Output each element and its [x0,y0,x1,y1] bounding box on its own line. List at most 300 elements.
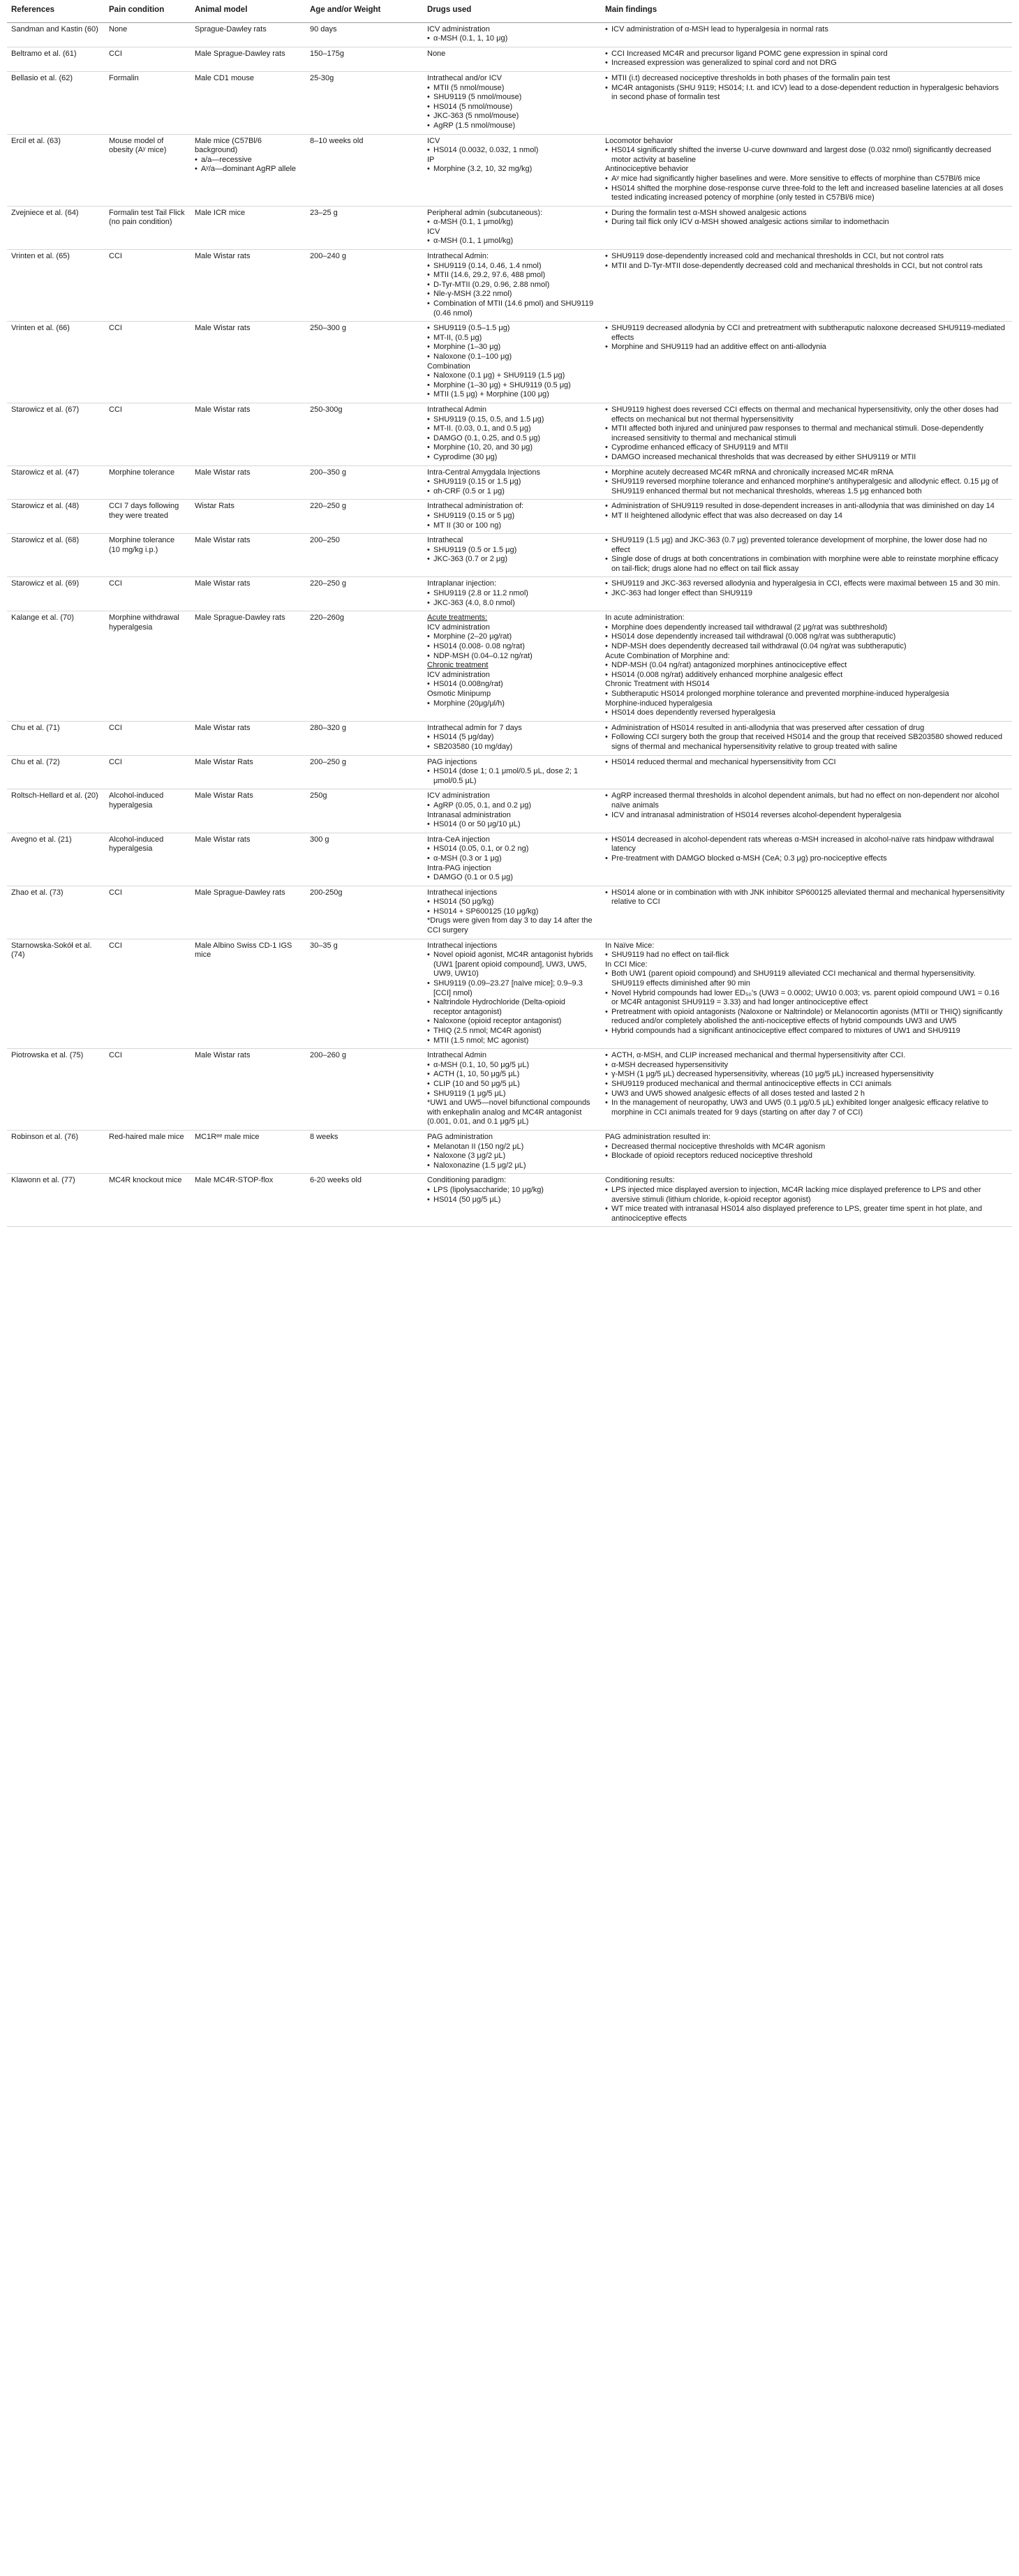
bullet-item: • γ-MSH (1 μg/5 μL) decreased hypersensitivity, whereas (10 μg/5 μL) increased hypersensitivity [605,1070,1006,1080]
reference-text: Sandman and Kastin (60) [11,24,98,33]
cell-pain-condition [105,1049,191,1131]
animal-model-text: Male Sprague-Dawley rats [195,49,285,58]
reference-text: Bellasio et al. (62) [11,73,73,82]
cell-line: Intranasal administration [427,810,511,819]
bullet-item: • Novel Hybrid compounds had lower ED₅₀'s (UW3 = 0.0002; UW10 0.003; vs. parent opioid compound UW1 = 0.16 or MC4R antagonist SHU9119 = 3.33) and had longer antinociceptive effect [605,989,1006,1008]
animal-model-text: Male CD1 mouse [195,73,254,82]
cell-line: Intrathecal Admin [427,405,486,414]
cell-line: IP [427,155,435,164]
cell-main-findings [601,833,1012,886]
age-weight-text: 200–250 g [310,757,346,766]
bullet-list [605,835,1006,864]
age-weight-text: 30–35 g [310,941,338,950]
bullet-item: • LPS (lipolysaccharide; 10 μg/kg) [427,1186,595,1196]
cell-drugs-used [423,250,601,322]
bullet-list [605,174,1006,203]
cell-reference [7,789,105,833]
bullet-item: • JKC-363 (5 nmol/mouse) [427,112,595,121]
bullet-list [605,536,1006,574]
bullet-item: • THIQ (2.5 nmol; MC4R agonist) [427,1027,595,1036]
cell-main-findings [601,466,1012,500]
bullet-list [427,820,595,830]
cell-line: ICV [427,227,440,236]
bullet-list [605,502,1006,521]
age-weight-text: 200–240 g [310,252,346,261]
bullet-item: • MT-II, (0.5 μg) [427,334,595,343]
bullet-item: • HS014 does dependently reversed hyperalgesia [605,708,1006,718]
cell-animal-model [191,1174,306,1227]
cell-line: Intrathecal injections [427,941,498,950]
animal-model-text: Male Wistar rats [195,536,251,545]
cell-line: Intrathecal administration of: [427,502,524,511]
pain-condition-text: CCI 7 days following they were treated [109,502,179,520]
cell-age-weight [306,22,423,47]
table-row [7,403,1012,466]
table-row [7,611,1012,722]
age-weight-text: 150–175g [310,49,344,58]
cell-animal-model [191,1049,306,1131]
cell-main-findings [601,721,1012,755]
cell-pain-condition [105,466,191,500]
bullet-item: • SHU9119 (5 nmol/mouse) [427,93,595,103]
cell-age-weight [306,403,423,466]
pain-condition-text: CCI [109,49,122,58]
bullet-list [605,324,1006,352]
header-main-findings: Main findings [601,0,1012,22]
cell-animal-model [191,789,306,833]
bullet-item: • HS014 (50 μg/5 μL) [427,1196,595,1205]
table-row [7,71,1012,134]
age-weight-text: 200–250 [310,536,340,545]
bullet-list [605,468,1006,497]
cell-age-weight [306,1130,423,1173]
bullet-item: • Novel opioid agonist, MC4R antagonist hybrids (UW1 [parent opioid compound], UW3, UW5, UW9, UW10) [427,951,595,979]
bullet-item: • Cyprodime (30 μg) [427,453,595,463]
animal-model-text: Male Wistar rats [195,468,251,477]
pain-condition-text: Mouse model of obesity (Aʸ mice) [109,136,167,155]
bullet-item: • HS014 (50 μg/kg) [427,898,595,907]
animal-model-text: Male MC4R-STOP-flox [195,1176,274,1185]
bullet-item: • DAMGO increased mechanical thresholds that was decreased by either SHU9119 or MTII [605,453,1006,463]
age-weight-text: 8–10 weeks old [310,136,364,145]
bullet-item: • MTII (1.5 nmol; MC agonist) [427,1036,595,1046]
cell-line: In Naïve Mice: [605,941,655,950]
cell-age-weight [306,250,423,322]
bullet-list [427,324,595,362]
age-weight-text: 250g [310,791,327,801]
bullet-item: • Pretreatment with opioid antagonists (Naloxone or Naltrindole) or Melanocortin agonists (MTII or THIQ) significantly reduced and/or completely abolished the anti-nociceptive effects of hybrid compounds UW3 and UW5 [605,1008,1006,1027]
pain-condition-text: Morphine withdrawal hyperalgesia [109,613,179,632]
cell-reference [7,939,105,1049]
bullet-item: • SHU9119 decreased allodynia by CCI and pretreatment with subtheraputic naloxone decreased SHU9119-mediated effects [605,324,1006,343]
age-weight-text: 200-250g [310,888,343,897]
cell-main-findings [601,755,1012,789]
cell-reference [7,1130,105,1173]
bullet-item: • Naloxone (3 μg/2 μL) [427,1152,595,1161]
reference-text: Starowicz et al. (67) [11,405,80,414]
bullet-list [605,969,1006,1036]
bullet-item: • SHU9119 highest does reversed CCI effects on thermal and mechanical hypersensitivity, only the other doses had effects on mechanical but not thermal hypersensitivity [605,405,1006,424]
cell-reference [7,206,105,249]
cell-line: Intrathecal [427,536,463,545]
bullet-item: • Decreased thermal nociceptive thresholds with MC4R agonism [605,1142,1006,1152]
cell-animal-model [191,22,306,47]
bullet-item: • Morphine (3.2, 10, 32 mg/kg) [427,165,595,174]
animal-model-text: Male Wistar rats [195,1051,251,1060]
bullet-item: • Hybrid compounds had a significant antinociceptive effect compared to mixtures of UW1 and SHU9119 [605,1027,1006,1036]
cell-animal-model [191,886,306,939]
cell-animal-model [191,755,306,789]
bullet-list [605,252,1006,271]
reference-text: Roltsch-Hellard et al. (20) [11,791,98,801]
cell-drugs-used [423,833,601,886]
bullet-list [195,156,300,174]
bullet-item: • SHU9119 (1 μg/5 μL) [427,1089,595,1099]
bullet-item: • a/a—recessive [195,156,300,165]
cell-line: Osmotic Minipump [427,690,491,698]
cell-animal-model [191,134,306,206]
bullet-item: • HS014 shifted the morphine dose-response curve three-fold to the left and increased baseline latencies at all doses tested indicating increased potency of morphine (only tested in C57Bl/6 mice) [605,184,1006,203]
table-row [7,322,1012,403]
bullet-list [605,690,1006,699]
bullet-list [427,632,595,661]
cell-age-weight [306,534,423,577]
reference-text: Vrinten et al. (66) [11,324,70,333]
reference-text: Avegno et al. (21) [11,835,72,844]
cell-main-findings [601,611,1012,722]
bullet-item: • α-MSH (0.1, 10, 50 μg/5 μL) [427,1061,595,1071]
cell-line: Intrathecal admin for 7 days [427,723,522,732]
cell-line: Antinociceptive behavior [605,165,689,174]
bullet-list [605,1051,1006,1117]
cell-age-weight [306,833,423,886]
reference-text: Piotrowska et al. (75) [11,1051,84,1060]
bullet-list [605,1186,1006,1223]
bullet-item: • α-MSH (0.1, 1 μmol/kg) [427,218,595,228]
cell-pain-condition [105,789,191,833]
cell-pain-condition [105,22,191,47]
bullet-item: • HS014 + SP600125 (10 μg/kg) [427,907,595,917]
cell-drugs-used [423,577,601,611]
pain-condition-text: CCI [109,324,122,333]
cell-line: Morphine-induced hyperalgesia [605,699,713,708]
bullet-list [605,708,1006,718]
cell-main-findings [601,134,1012,206]
bullet-list [605,579,1006,598]
cell-main-findings [601,22,1012,47]
bullet-item: • α-MSH (0.1, 1 μmol/kg) [427,237,595,246]
animal-model-text: Male Wistar rats [195,405,251,414]
bullet-item: • Following CCI surgery both the group that received HS014 and the group that received SB203580 showed reduced signs of thermal and mechanical hypersensitivity relative to group treated with saline [605,733,1006,752]
animal-model-text: Male Sprague-Dawley rats [195,888,285,897]
cell-main-findings [601,1049,1012,1131]
cell-line: PAG injections [427,757,477,766]
bullet-list [427,1061,595,1099]
cell-reference [7,22,105,47]
header-pain-condition: Pain condition [105,0,191,22]
cell-age-weight [306,466,423,500]
bullet-list [427,1186,595,1205]
bullet-item: • HS014 (0.008 ng/rat) additively enhanced morphine analgesic effect [605,671,1006,680]
cell-animal-model [191,1130,306,1173]
bullet-item: • Aʸ mice had significantly higher baselines and were. More sensitive to effects of morphine than C57Bl/6 mice [605,174,1006,184]
bullet-item: • Blockade of opioid receptors reduced nociceptive threshold [605,1152,1006,1161]
cell-main-findings [601,206,1012,249]
cell-line: Conditioning results: [605,1176,675,1185]
bullet-item: • αh-CRF (0.5 or 1 μg) [427,487,595,497]
bullet-item: • MT II (30 or 100 ng) [427,521,595,531]
cell-line: Intra-PAG injection [427,863,491,872]
bullet-item: • Morphine acutely decreased MC4R mRNA and chronically increased MC4R mRNA [605,468,1006,478]
bullet-list [605,50,1006,68]
cell-age-weight [306,789,423,833]
reference-text: Beltramo et al. (61) [11,49,77,58]
pain-condition-text: Morphine tolerance (10 mg/kg i.p.) [109,536,175,554]
bullet-list [605,209,1006,228]
reference-text: Starowicz et al. (47) [11,468,80,477]
cell-drugs-used [423,611,601,722]
cell-line: Intrathecal injections [427,888,498,897]
cell-animal-model [191,939,306,1049]
bullet-item: • Subtheraputic HS014 prolonged morphine tolerance and prevented morphine-induced hyperalgesia [605,690,1006,699]
cell-reference [7,403,105,466]
bullet-item: • CCI Increased MC4R and precursor ligand POMC gene expression in spinal cord [605,50,1006,59]
bullet-item: • MTII (14.6, 29.2, 97.6, 488 pmol) [427,271,595,281]
cell-reference [7,466,105,500]
reference-text: Starowicz et al. (68) [11,536,80,545]
age-weight-text: 220–260g [310,613,344,623]
bullet-item: • ACTH (1, 10, 50 μg/5 μL) [427,1070,595,1080]
cell-reference [7,611,105,722]
table-row [7,721,1012,755]
age-weight-text: 8 weeks [310,1132,339,1141]
bullet-item: • JKC-363 (4.0, 8.0 nmol) [427,599,595,609]
header-age-weight: Age and/or Weight [306,0,423,22]
bullet-item: • SHU9119 reversed morphine tolerance and enhanced morphine's antihyperalgesic and allodynic effect. 0.15 μg of SHU9119 enhanced thermal but not mechanical thresholds, whereas 1.5 μg enhanced both [605,477,1006,496]
bullet-list [605,405,1006,463]
cell-animal-model [191,833,306,886]
reference-text: Starowicz et al. (69) [11,579,80,588]
bullet-item: • SHU9119 (0.5 or 1.5 μg) [427,546,595,556]
cell-animal-model [191,71,306,134]
pain-condition-text: CCI [109,941,122,950]
age-weight-text: 25-30g [310,73,334,82]
bullet-item: • MC4R antagonists (SHU 9119; HS014; I.t. and ICV) lead to a dose-dependent reduction in hyperalgesic behaviors in second phase of formalin test [605,84,1006,103]
cell-reference [7,71,105,134]
bullet-item: • HS014 (dose 1; 0.1 μmol/0.5 μL, dose 2; 1 μmol/0.5 μL) [427,767,595,786]
table-row [7,939,1012,1049]
bullet-item: • SHU9119 dose-dependently increased cold and mechanical thresholds in CCI, but not control rats [605,252,1006,262]
bullet-list [605,724,1006,752]
bullet-item: • HS014 (0 or 50 μg/10 μL) [427,820,595,830]
cell-age-weight [306,611,423,722]
age-weight-text: 220–250 g [310,579,346,588]
table-row [7,534,1012,577]
age-weight-text: 220–250 g [310,502,346,511]
pain-condition-text: Formalin [109,73,139,82]
cell-reference [7,1049,105,1131]
bullet-item: • α-MSH (0.3 or 1 μg) [427,854,595,864]
reference-text: Robinson et al. (76) [11,1132,78,1141]
pain-condition-text: CCI [109,757,122,766]
cell-pain-condition [105,71,191,134]
bullet-item: • MTII (1.5 μg) + Morphine (100 μg) [427,390,595,400]
cell-line: *Drugs were given from day 3 to day 14 after the CCI surgery [427,916,593,935]
pain-condition-text: Alcohol-induced hyperalgesia [109,791,164,810]
cell-reference [7,577,105,611]
cell-pain-condition [105,886,191,939]
cell-pain-condition [105,206,191,249]
bullet-list [427,898,595,916]
pain-condition-text: CCI [109,252,122,261]
cell-pain-condition [105,534,191,577]
cell-line: Locomotor behavior [605,136,674,145]
bullet-list [605,1142,1006,1161]
reference-text: Starnowska-Sokół et al. (74) [11,941,92,960]
bullet-item: • ACTH, α-MSH, and CLIP increased mechanical and thermal hypersensitivity after CCI. [605,1051,1006,1061]
cell-drugs-used [423,939,601,1049]
reference-text: Zhao et al. (73) [11,888,64,897]
bullet-item: • During tail flick only ICV α-MSH showed analgesic actions similar to indomethacin [605,218,1006,228]
cell-animal-model [191,206,306,249]
bullet-list [427,218,595,228]
pain-condition-text: CCI [109,1051,122,1060]
bullet-item: • Administration of SHU9119 resulted in dose-dependent increases in anti-allodynia that was diminished on day 14 [605,502,1006,512]
cell-age-weight [306,71,423,134]
animal-model-text: Male mice (C57Bl/6 background) [195,136,262,155]
bullet-list [427,951,595,1045]
cell-pain-condition [105,500,191,534]
age-weight-text: 23–25 g [310,208,338,217]
reference-text: Zvejniece et al. (64) [11,208,79,217]
cell-line: Combination [427,362,470,371]
cell-age-weight [306,755,423,789]
cell-drugs-used [423,755,601,789]
cell-animal-model [191,721,306,755]
cell-line: *UW1 and UW5—novel bifunctional compounds with enkephalin analog and MC4R antagonist (0.001, 0.01, and 0.1 μg/5 μL) [427,1099,590,1126]
animal-model-text: Male Albino Swiss CD-1 IGS mice [195,941,292,960]
pain-condition-text: Formalin test Tail Flick (no pain condition) [109,208,185,227]
bullet-item: • Morphine (20μg/μl/h) [427,699,595,709]
header-drugs-used: Drugs used [423,0,601,22]
bullet-item: • JKC-363 (0.7 or 2 μg) [427,555,595,565]
bullet-item: • NDP-MSH (0.04–0.12 ng/rat) [427,652,595,662]
animal-model-text: Male Wistar rats [195,252,251,261]
bullet-item: • MTII (i.t) decreased nociceptive thresholds in both phases of the formalin pain test [605,74,1006,84]
bullet-item: • During the formalin test α-MSH showed analgesic actions [605,209,1006,218]
table-page [7,0,1012,1227]
cell-pain-condition [105,833,191,886]
bullet-item: • Administration of HS014 resulted in anti-allodynia that was preserved after cessation of drug [605,724,1006,734]
age-weight-text: 200–350 g [310,468,346,477]
age-weight-text: 280–320 g [310,723,346,732]
bullet-item: • SHU9119 (0.15, 0.5, and 1.5 μg) [427,415,595,425]
bullet-item: • NDP-MSH (0.04 ng/rat) antagonized morphines antinociceptive effect [605,661,1006,671]
table-row [7,22,1012,47]
cell-animal-model [191,577,306,611]
pain-condition-text: CCI [109,579,122,588]
bullet-item: • Morphine (10, 20, and 30 μg) [427,443,595,453]
cell-line: Chronic treatment [427,661,489,670]
cell-line: ICV administration [427,670,490,679]
cell-main-findings [601,534,1012,577]
bullet-list [427,680,595,690]
pain-condition-text: Red-haired male mice [109,1132,184,1141]
bullet-item: • SHU9119 (1.5 μg) and JKC-363 (0.7 μg) prevented tolerance development of morphine, the lower dose had no effect [605,536,1006,555]
cell-main-findings [601,939,1012,1049]
bullet-item: • Naloxone (0.1 μg) + SHU9119 (1.5 μg) [427,371,595,381]
cell-reference [7,250,105,322]
cell-reference [7,500,105,534]
pain-condition-text: CCI [109,723,122,732]
cell-main-findings [601,1130,1012,1173]
bullet-item: • Morphine does dependently increased tail withdrawal (2 μg/rat was subthreshold) [605,623,1006,633]
pain-condition-text: Morphine tolerance [109,468,175,477]
cell-reference [7,755,105,789]
bullet-item: • HS014 dose dependently increased tail withdrawal (0.008 ng/rat was subtheraputic) [605,632,1006,642]
bullet-item: • Naloxonazine (1.5 μg/2 μL) [427,1161,595,1171]
bullet-item: • WT mice treated with intranasal HS014 also displayed preference to LPS, greater time spent in hot plate, and antinociceptive effects [605,1205,1006,1223]
bullet-list [605,951,1006,960]
bullet-list [427,873,595,883]
bullet-list [427,512,595,530]
cell-pain-condition [105,755,191,789]
bullet-item: • α-MSH (0.1, 1, 10 μg) [427,34,595,44]
cell-pain-condition [105,322,191,403]
cell-line: ICV administration [427,24,490,33]
animal-model-text: Male Wistar Rats [195,791,253,801]
bullet-list [427,371,595,400]
cell-age-weight [306,939,423,1049]
age-weight-text: 250-300g [310,405,343,414]
cell-drugs-used [423,886,601,939]
cell-line: In CCI Mice: [605,960,648,969]
bullet-list [605,623,1006,652]
bullet-item: • Naloxone (0.1–100 μg) [427,352,595,362]
bullet-item: • LPS injected mice displayed aversion to injection, MC4R lacking mice displayed preference to LPS and other aversive stimuli (lithium chloride, k-opioid receptor agonist) [605,1186,1006,1205]
bullet-item: • Naltrindole Hydrochloride (Delta-opioid receptor antagonist) [427,998,595,1017]
bullet-item: • HS014 (0.008ng/rat) [427,680,595,690]
cell-main-findings [601,577,1012,611]
bullet-item: • MTII and D-Tyr-MTII dose-dependently decreased cold and mechanical thresholds in CCI, but not control rats [605,262,1006,271]
cell-pain-condition [105,721,191,755]
cell-animal-model [191,250,306,322]
bullet-item: • Combination of MTII (14.6 pmol) and SHU9119 (0.46 nmol) [427,299,595,318]
bullet-item: • HS014 (0.05, 0.1, or 0.2 ng) [427,844,595,854]
cell-pain-condition [105,403,191,466]
header-references: References [7,0,105,22]
cell-reference [7,322,105,403]
bullet-item: • Naloxone (opioid receptor antagonist) [427,1017,595,1027]
table-row [7,1049,1012,1131]
table-row [7,466,1012,500]
bullet-item: • ICV and intranasal administration of HS014 reverses alcohol-dependent hyperalgesia [605,811,1006,821]
cell-age-weight [306,577,423,611]
cell-line: PAG administration resulted in: [605,1132,711,1141]
table-row [7,1174,1012,1227]
table-row [7,250,1012,322]
cell-pain-condition [105,134,191,206]
cell-pain-condition [105,47,191,71]
bullet-list [427,34,595,44]
cell-line: Intrathecal Admin: [427,252,489,261]
bullet-item: • Morphine (1–30 μg) [427,343,595,352]
table-row [7,206,1012,249]
cell-animal-model [191,466,306,500]
animal-model-text: Male Sprague-Dawley rats [195,613,285,623]
bullet-list [427,146,595,156]
cell-age-weight [306,134,423,206]
